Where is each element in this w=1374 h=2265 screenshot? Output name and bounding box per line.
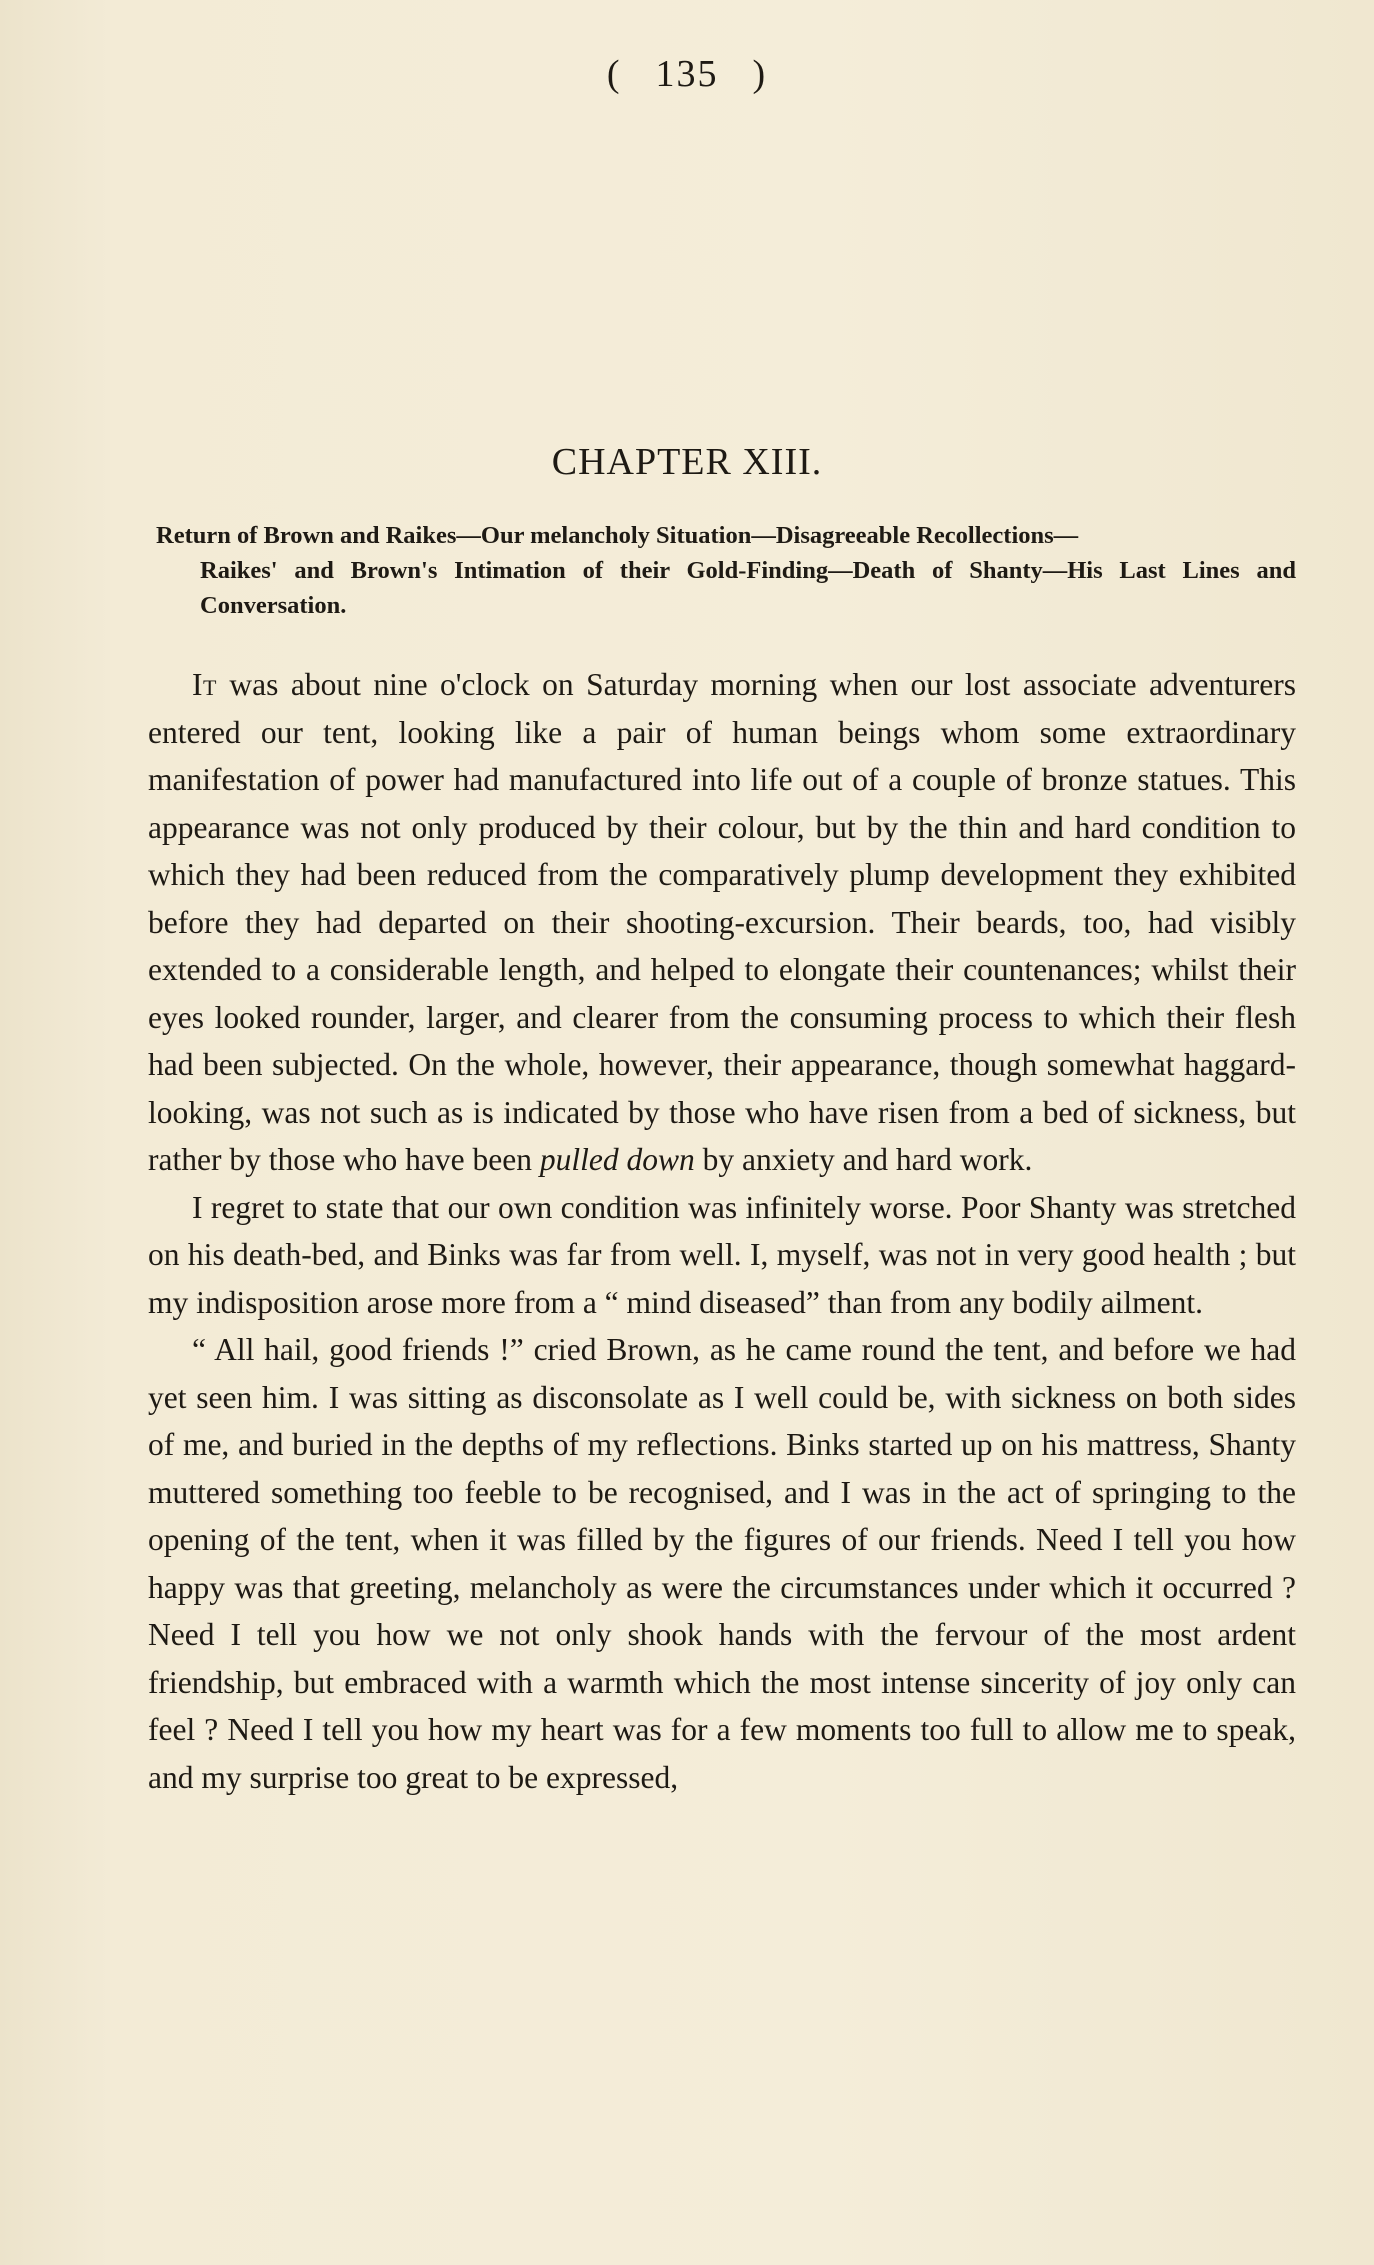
paragraph-1-italic: pulled down xyxy=(539,1142,695,1177)
chapter-body xyxy=(148,661,1296,1801)
chapter-synopsis xyxy=(156,518,1296,623)
paragraph-3: “ All hail, good friends !” cried Brown, as he came round the tent, and before we had yet seen him. I was sitting as disconsolate as I well could be, with sickness on both sides of me, and buried in the depths of my reflections. Binks started up on his mattress, Shanty muttered something too feeble to be recognised, and I was in the act of springing to the opening of the tent, when it was filled by the figures of our friends. Need I tell you how happy was that greeting, melancholy as were the circumstances under which it occurred ? Need I tell you how we not only shook hands with the fervour of the most ardent friendship, but embraced with a warmth which the most intense sincerity of joy only can feel ? Need I tell you how my heart was for a few moments too full to allow me to speak, and my surprise too great to be expressed, xyxy=(148,1332,1296,1795)
synopsis-line-1: Return of Brown and Raikes—Our melancholy Situation—Disagreeable Recollections— xyxy=(156,522,1079,549)
page-number-open-paren: ( xyxy=(606,53,622,95)
chapter-title: CHAPTER XIII. xyxy=(551,441,823,483)
paragraph-2: I regret to state that our own condition was infinitely worse. Poor Shanty was stretched on his death-bed, and Binks was far from well. I, myself, was not in very good health ; but my indisposition arose more from a “ mind diseased” than from any bodily ailment. xyxy=(148,1189,1296,1320)
paragraph-1 xyxy=(148,661,1296,1184)
page-number-close-paren: ) xyxy=(752,53,768,95)
page-number-value: 135 xyxy=(655,53,719,95)
paragraph-1-text-a: was about nine o'clock on Saturday morning when our lost associate adventurers entered our tent, looking like a pair of human beings whom some extraordinary manifestation of power had manufactured into life out of a couple of bronze statues. This appearance was not only produced by their colour, but by the thin and hard condition to which they had been reduced from the comparatively plump development they exhibited before they had departed on their shooting-excursion. Their beards, too, had visibly extended to a considerable length, and helped to elongate their countenances; whilst their eyes looked rounder, larger, and clearer from the consuming process to which their flesh had been subjected. On the whole, however, their appearance, though somewhat haggard-looking, was not such as is indicated by those who have risen from a bed of sickness, but rather by those who have been xyxy=(148,667,1296,1177)
paragraph-1-text-b: by anxiety and hard work. xyxy=(694,1142,1033,1177)
paragraph-1-lead-word: It xyxy=(192,667,217,702)
page-number xyxy=(0,52,1374,96)
synopsis-line-2: Raikes' and Brown's Intimation of their Gold-Finding—Death of Shanty—His Last Lines and Conversation. xyxy=(200,557,1296,619)
